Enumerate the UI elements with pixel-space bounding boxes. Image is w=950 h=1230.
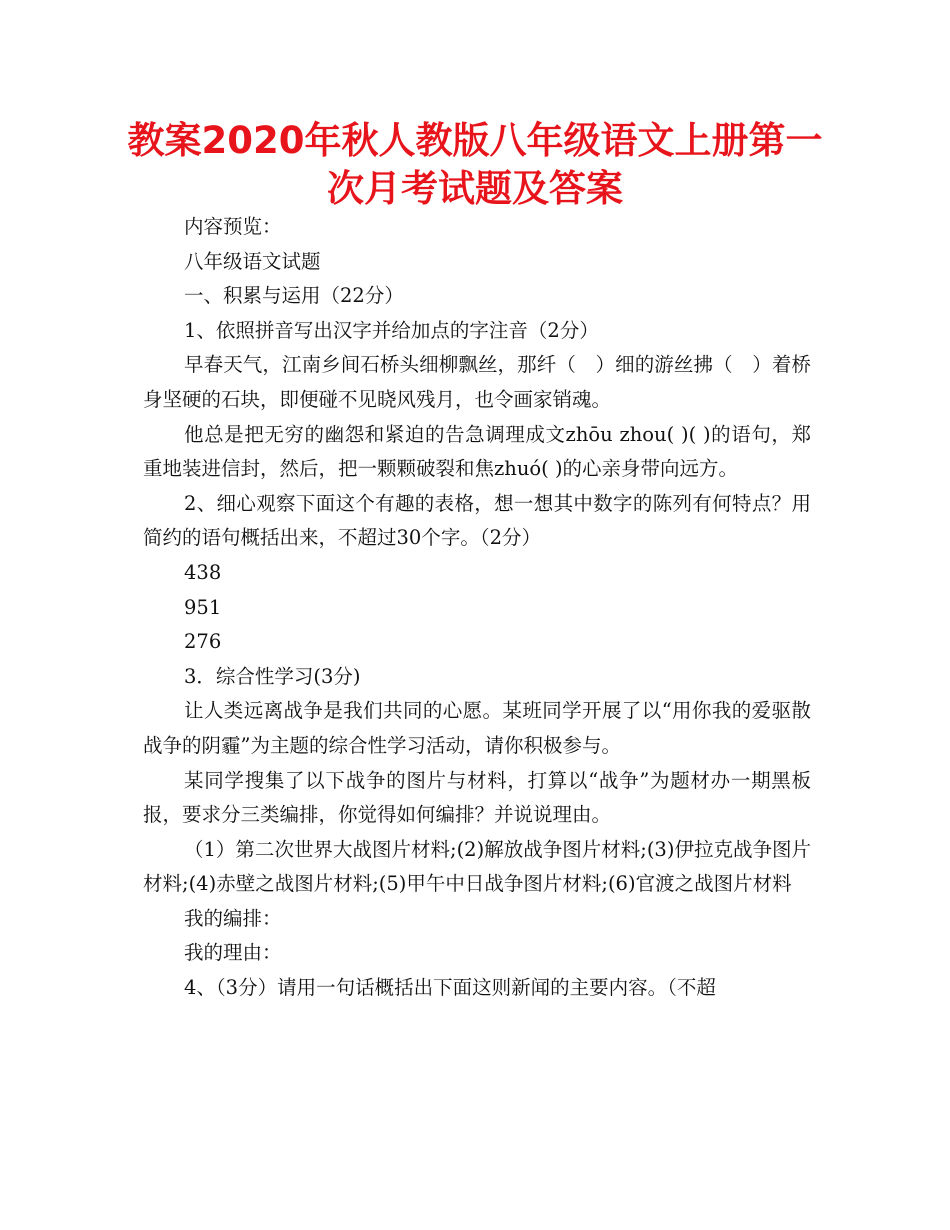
paragraph-question-3-materials: （1）第二次世界大战图片材料;(2)解放战争图片材料;(3)伊拉克战争图片材料;(4)赤壁之战图片材料;(5)甲午中日战争图片材料;(6)官渡之战图片材料 <box>143 837 811 896</box>
paragraph-my-reason: 我的理由： <box>184 941 282 965</box>
paragraph-question-1-text-a: 早春天气，江南乡间石桥头细柳飘丝，那纤（ ）细的游丝拂（ ）着桥身坚硬的石块，即便碰不见晓风残月，也令画家销魂。 <box>143 353 811 411</box>
title-line-1: 教案2020年秋人教版八年级语文上册第一 <box>127 119 823 162</box>
document-body <box>143 210 811 1006</box>
paragraph-question-1: 1、依照拼音写出汉字并给加点的字注音（2分） <box>184 318 599 342</box>
paragraph-number-row-1: 438 <box>184 560 222 584</box>
paragraph-exam-title: 八年级语文试题 <box>184 249 321 273</box>
paragraph-question-4: 4、（3分）请用一句话概括出下面这则新闻的主要内容。（不超 <box>184 976 716 1000</box>
paragraph-number-row-3: 276 <box>184 630 222 654</box>
paragraph-section-heading: 一、积累与运用（22分） <box>184 284 404 308</box>
paragraph-question-2: 2、细心观察下面这个有趣的表格，想一想其中数字的陈列有何特点？用简约的语句概括出来，不超过30个字。（2分） <box>143 491 811 550</box>
paragraph-question-3-task: 某同学搜集了以下战争的图片与材料，打算以“战争”为题材办一期黑板报，要求分三类编排，你觉得如何编排？并说说理由。 <box>143 768 811 827</box>
paragraph-question-3-intro: 让人类远离战争是我们共同的心愿。某班同学开展了以“用你我的爱驱散战争的阴霾”为主题的综合性学习活动，请你积极参与。 <box>143 699 811 757</box>
title-line-2: 次月考试题及答案 <box>327 167 623 210</box>
paragraph-preview-label: 内容预览： <box>184 215 282 238</box>
document-title <box>110 117 840 213</box>
paragraph-number-row-2: 951 <box>184 595 222 619</box>
paragraph-my-arrangement: 我的编排： <box>184 906 282 930</box>
paragraph-question-3: 3．综合性学习(3分) <box>184 664 361 688</box>
paragraph-question-1-text-b: 他总是把无穷的幽怨和紧迫的告急调理成文zhōu zhou( )( )的语句，郑重地装进信封，然后，把一颗颗破裂和焦zhuó( )的心亲身带向远方。 <box>143 422 811 481</box>
